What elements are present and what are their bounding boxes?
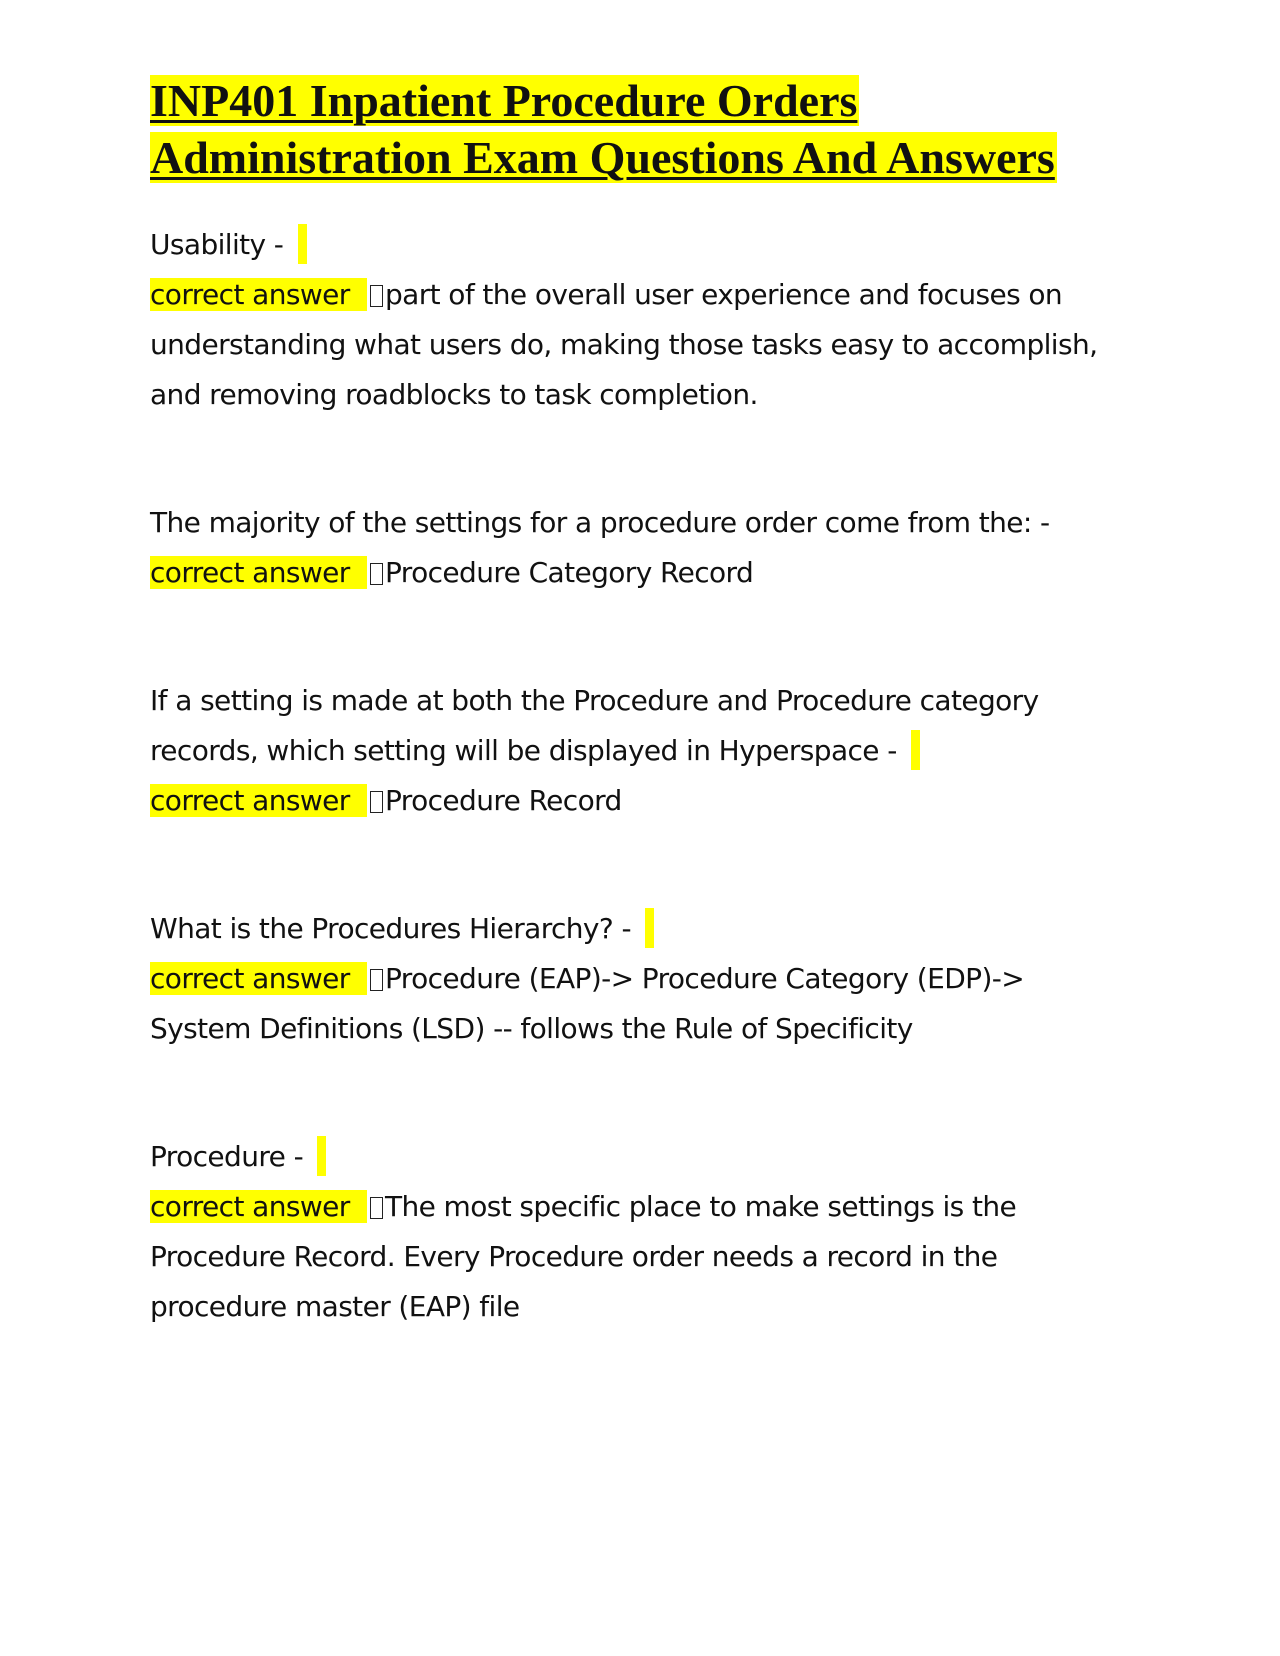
correct-answer-label: correct answer [150, 556, 367, 589]
answer-text: Procedure Record [384, 784, 622, 817]
question-text: The majority of the settings for a procedure order come from the: - [150, 506, 1050, 539]
question-text: Procedure - [150, 1140, 312, 1173]
correct-answer-label: correct answer [150, 962, 367, 995]
qa-item [150, 1132, 1130, 1332]
missing-glyph-icon [370, 791, 383, 813]
missing-glyph-icon [370, 969, 383, 991]
correct-answer-label: correct answer [150, 278, 367, 311]
highlight-marker [298, 224, 307, 264]
qa-item [150, 676, 1130, 826]
question-text: What is the Procedures Hierarchy? - [150, 912, 640, 945]
highlight-marker [645, 908, 654, 948]
missing-glyph-icon [370, 1197, 383, 1219]
question-text: Usability - [150, 228, 292, 261]
question-line [150, 904, 1130, 954]
highlight-marker [317, 1136, 326, 1176]
document-content [150, 72, 1130, 1332]
answer-line [150, 1182, 1130, 1332]
question-line [150, 498, 1130, 548]
missing-glyph-icon [370, 285, 383, 307]
qa-item [150, 904, 1130, 1054]
highlight-marker [911, 730, 920, 770]
answer-text: The most specific place to make settings is the Procedure Record. Every Procedure order needs a record in the procedure master (EAP) file [150, 1190, 1017, 1323]
document-title-text: INP401 Inpatient Procedure Orders Administration Exam Questions And Answers [150, 75, 1055, 183]
answer-text: Procedure (EAP)-> Procedure Category (EDP)-> System Definitions (LSD) -- follows the Rule of Specificity [150, 962, 1025, 1045]
qa-item [150, 220, 1130, 420]
correct-answer-label: correct answer [150, 1190, 367, 1223]
answer-line [150, 270, 1130, 420]
answer-line [150, 776, 1130, 826]
answer-text: part of the overall user experience and focuses on understanding what users do, making those tasks easy to accomplish, and removing roadblocks to task completion. [150, 278, 1098, 411]
correct-answer-label: correct answer [150, 784, 367, 817]
document-title [150, 72, 1130, 186]
answer-text: Procedure Category Record [384, 556, 754, 589]
question-line [150, 220, 1130, 270]
question-line [150, 1132, 1130, 1182]
missing-glyph-icon [370, 563, 383, 585]
qa-item [150, 498, 1130, 598]
answer-line [150, 548, 1130, 598]
answer-line [150, 954, 1130, 1054]
question-line [150, 676, 1130, 776]
question-text: If a setting is made at both the Procedure and Procedure category records, which setting will be displayed in Hyperspace - [150, 684, 1039, 767]
